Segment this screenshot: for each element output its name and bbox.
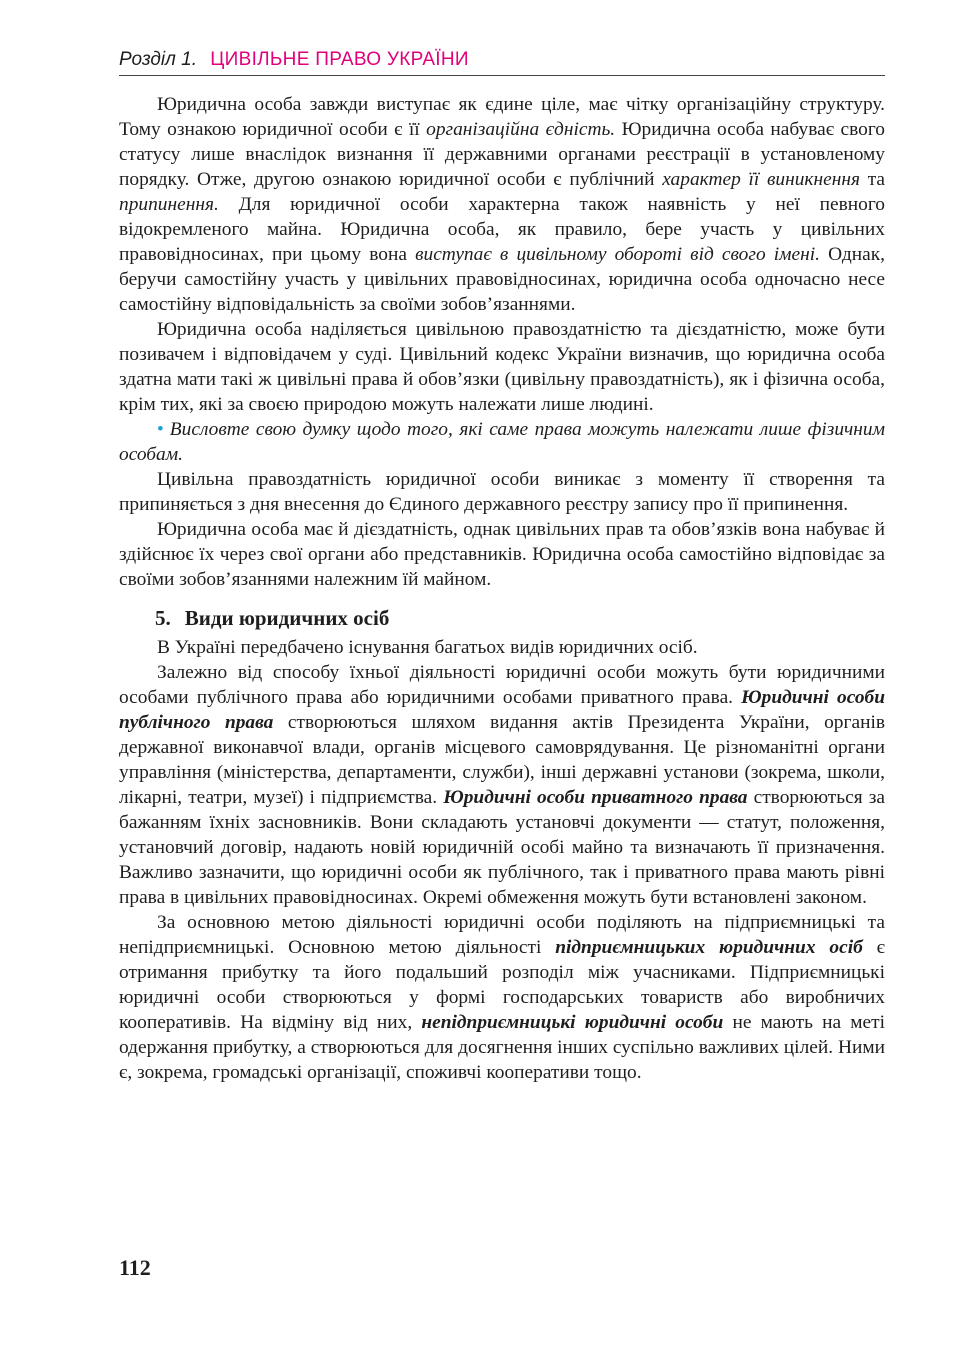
text-run: створюються шляхом видання актів Президента України, органів державної виконавчої влади, органів місцевого самоврядування. Це різноманітні органи управління (міністерства, департаменти, служби), інші державні установи (зокрема, школи, лікарні, театри, музеї) і підприємства. [119,712,885,808]
paragraph-capability: Юридична особа має й дієздатність, однак цивільних прав та обов’язків вона набуває й здійснює їх через свої органи або представників. Юридична особа самостійно відповідає за своїми зобов’язаннями належним їй майном. [119,519,885,590]
bold-term: непідприємницькі юридичні особи [421,1012,724,1033]
section-label: Розділ 1. [119,49,197,70]
paragraph-capacity-start: Цивільна правоздатність юридичної особи виникає з моменту її створення та припиняється з дня внесення до Єдиного державного реєстру запису про її припинення. [119,469,885,515]
text-run: Для юридичної особи характерна також наявність у неї певного відокремленого майна. Юридична особа, як правило, бере участь у цивільних правовідносинах, при цьому вона [119,194,885,265]
text-run: За основною метою діяльності юридичні особи поділяють на підприємницькі та непідприємницькі. Основною метою діяльності [119,912,885,958]
text-run: Залежно від способу їхньої діяльності юридичні особи можуть бути юридичними особами публічного права або юридичними особами приватного права. [119,662,885,708]
section-number: 5. [155,606,171,630]
text-run: є отримання прибутку та його подальший розподіл між учасниками. Підприємницькі юридичні особи створюються у формі господарських товариств або виробничих кооперативів. На відміну від них, [119,937,885,1033]
paragraph-types-intro: В Україні передбачено існування багатьох видів юридичних осіб. [157,637,698,658]
question-text: Висловте свою думку щодо того, які саме права можуть належати лише фізичним особам. [119,419,885,465]
paragraph-legal-entity-unity [119,92,885,317]
italic-term: організаційна єдність. [426,119,616,140]
paragraph-public-private [119,660,885,910]
bold-term: підприємницьких юридичних осіб [555,937,863,958]
italic-term: виступає в цивільному обороті від свого імені. [415,244,820,265]
text-run: створюються за бажанням їхніх засновників. Вони складають установчі документи — статут, положення, установчий договір, надають новій юридичній особі майно та визначають її призначення. Важливо зазначити, що юридичні особи як публічного, так і приватного права мають рівні права в цивільних правовідносинах. Окремі обмеження можуть бути встановлені законом. [119,787,886,908]
page-header [119,48,885,76]
text-run: Однак, беручи самостійну участь у цивільних правовідносинах, юридична особа одночасно несе самостійну відповідальність за своїми зобов’язаннями. [119,244,885,315]
paragraph-commercial [119,910,885,1085]
page-number: 112 [119,1255,151,1280]
italic-term: припинення. [119,194,219,215]
bold-term: Юридичні особи публічного права [119,687,885,733]
section-heading-text: Види юридичних осіб [184,606,390,630]
discussion-question [119,417,885,467]
text-run: не мають на меті одержання прибутку, а створюються для досягнення інших суспільно важливих цілей. Ними є, зокрема, громадські організації, споживчі кооперативи тощо. [119,1012,886,1083]
paragraph-legal-capacity: Юридична особа наділяється цивільною правоздатністю та дієздатністю, може бути позивачем і відповідачем у суді. Цивільний кодекс України визначив, що юридична особа здатна мати такі ж цивільні права й обов’язки (цивільну правоздатність), як і фізична особа, крім тих, які за своєю природою можуть належати лише людині. [119,319,885,415]
chapter-title: ЦИВІЛЬНЕ ПРАВО УКРАЇНИ [210,49,469,70]
bold-term: Юридичні особи приватного права [443,787,748,808]
section-heading [119,604,885,632]
text-run: Юридична особа завжди виступає як єдине ціле, має чітку організаційну структуру. Тому ознакою юридичної особи є її [119,94,885,140]
italic-term: характер її виникнення [662,169,860,190]
text-run: та [859,169,886,190]
page-body [119,92,885,1085]
text-run: Юридична особа набуває свого статусу лише внаслідок визнання її державними органами реєстрації в установленому порядку. Отже, другою ознакою юридичної особи є публічний [119,119,885,190]
bullet-icon: • [157,419,164,440]
